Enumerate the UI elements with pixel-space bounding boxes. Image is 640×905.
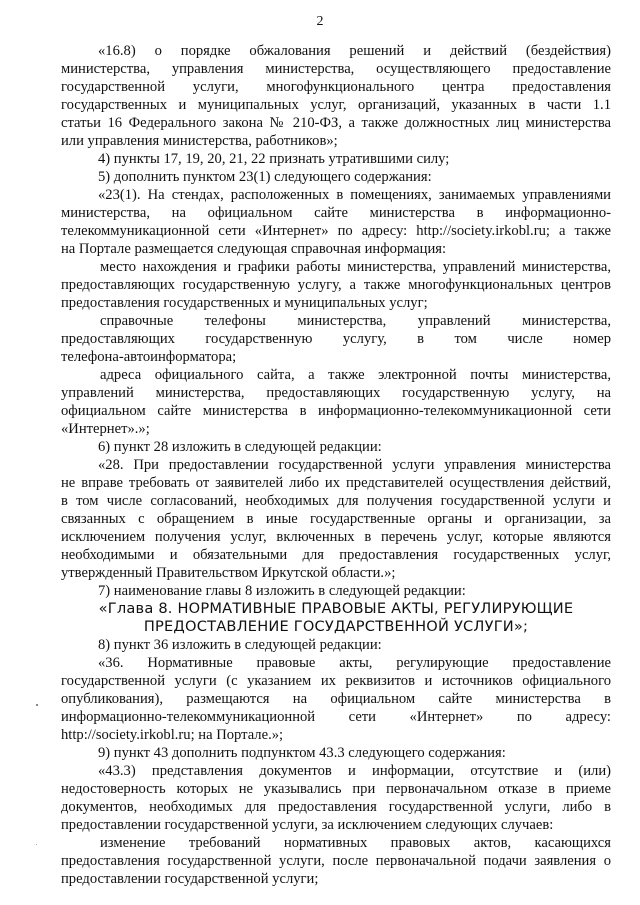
- text-line: «Глава 8. НОРМАТИВНЫЕ ПРАВОВЫЕ АКТЫ, РЕГУЛИРУЮЩИЕ: [98, 600, 574, 617]
- text-line: телефона-автоинформатора;: [61, 349, 237, 365]
- text-line: справочные телефоны министерства, управлений министерства,: [100, 313, 611, 329]
- text-line: «43.3) представления документов и информации, отсутствие и (или): [98, 763, 611, 779]
- text-line: «36. Нормативные правовые акты, регулирующие предоставление: [98, 655, 611, 671]
- text-line: http://society.irkobl.ru; на Портале.»;: [61, 727, 284, 743]
- text-line: исключением получения услуг, включенных в перечень услуг, которые являются: [61, 529, 611, 545]
- text-line: изменение требований нормативных правовых актов, касающихся: [100, 835, 611, 851]
- text-line: «16.8) о порядке обжалования решений и действий (бездействия): [98, 43, 611, 59]
- text-line: управлений министерства, предоставляющих государственную услугу, на: [61, 385, 611, 401]
- text-line: министерства, на официальном сайте министерства в информационно-: [61, 205, 611, 221]
- text-line: 8) пункт 36 изложить в следующей редакции:: [98, 637, 382, 653]
- text-line: 4) пункты 17, 19, 20, 21, 22 признать утратившими силу;: [98, 151, 450, 167]
- text-line: государственной услуги (с указанием их реквизитов и источников официального: [61, 673, 611, 689]
- text-line: предоставлении государственной услуги;: [61, 871, 319, 887]
- text-line: министерства, управления министерства, осуществляющего предоставление: [61, 61, 611, 77]
- text-line: на Портале размещается следующая справочная информация:: [61, 241, 447, 257]
- text-line: ПРЕДОСТАВЛЕНИЕ ГОСУДАРСТВЕННОЙ УСЛУГИ»;: [143, 618, 529, 635]
- scan-speck: [36, 704, 38, 706]
- text-line: 6) пункт 28 изложить в следующей редакции:: [98, 439, 382, 455]
- document-body: [61, 42, 611, 888]
- text-line: предоставлении государственной услуги, за исключением следующих случаев:: [61, 817, 554, 833]
- text-line: государственных и муниципальных услуг, организаций, указанных в части 1.1: [61, 97, 611, 113]
- text-line: государственной услуги, многофункционального центра предоставления: [61, 79, 611, 95]
- text-line: документов, необходимых для предоставления государственной услуги, либо в: [61, 799, 611, 815]
- text-line: статьи 16 Федерального закона № 210-ФЗ, а также должностных лиц министерства: [61, 115, 611, 131]
- text-line: необходимыми и обязательными для предоставления государственных услуг,: [61, 547, 611, 563]
- text-line: адреса официального сайта, а также электронной почты министерства,: [100, 367, 611, 383]
- text-line: не вправе требовать от заявителей либо их представителей осуществления действий,: [61, 475, 611, 491]
- text-line: опубликования), размещаются на официальном сайте министерства в: [61, 691, 611, 707]
- text-line: предоставления государственной услуги, после первоначальной подачи заявления о: [61, 853, 611, 869]
- text-line: в том числе согласований, необходимых для получения государственной услуги и: [61, 493, 611, 509]
- text-line: «28. При предоставлении государственной услуги управления министерства: [98, 457, 611, 473]
- scan-speck: [36, 844, 37, 845]
- text-line: «23(1). На стендах, расположенных в помещениях, занимаемых управлениями: [98, 187, 611, 203]
- text-line: официальном сайте министерства в информационно-телекоммуникационной сети: [61, 403, 611, 419]
- text-line: предоставления государственных и муниципальных услуг;: [61, 295, 428, 311]
- text-line: предоставляющих государственную услугу, а также многофункциональных центров: [61, 277, 611, 293]
- page-number: 2: [316, 14, 324, 29]
- text-line: недостоверность которых не указывались при первоначальном отказе в приеме: [61, 781, 611, 797]
- text-line: место нахождения и графики работы министерства, управлений министерства,: [100, 259, 611, 275]
- text-line: 7) наименование главы 8 изложить в следующей редакции:: [98, 583, 466, 599]
- text-line: или управления министерства, работников»;: [61, 133, 338, 149]
- text-line: предоставляющих государственную услугу, в том числе номер: [61, 331, 611, 347]
- text-line: связанных с обращением в иные государственные органы и организации, за: [61, 511, 611, 527]
- text-line: «Интернет».»;: [61, 421, 150, 437]
- text-line: 5) дополнить пунктом 23(1) следующего содержания:: [98, 169, 432, 185]
- text-line: утвержденный Правительством Иркутской области.»;: [61, 565, 396, 581]
- text-line: информационно-телекоммуникационной сети «Интернет» по адресу:: [61, 709, 611, 725]
- text-line: телекоммуникационной сети «Интернет» по адресу: http://society.irkobl.ru; а также: [61, 223, 611, 239]
- text-line: 9) пункт 43 дополнить подпунктом 43.3 следующего содержания:: [98, 745, 506, 761]
